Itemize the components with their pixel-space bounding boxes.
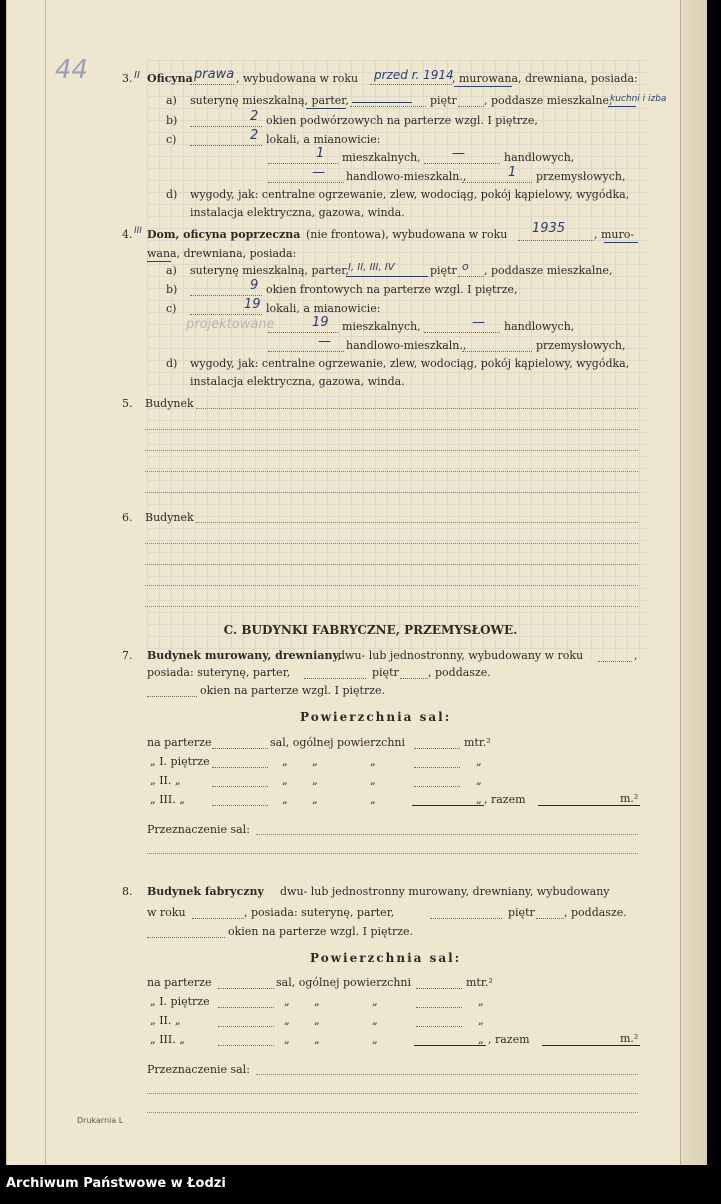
s4-d-text2: instalacja elektryczna, gazowa, winda. [190, 375, 405, 388]
s4-hw-handl: — [472, 315, 485, 330]
s4-przem-text: przemysłowych, [536, 339, 626, 352]
s4-b-letter: b) [166, 283, 178, 296]
s3-a-text3: , poddasze mieszkalne, [484, 94, 613, 107]
s4-hw-floors-end: o [462, 260, 469, 273]
s4-a-text2: piętr [430, 264, 457, 277]
s7-text2b: piętr [372, 666, 399, 679]
s8-r3-q3: „ [372, 1014, 378, 1027]
s7-r1b: sal, ogólnej powierzchni [270, 736, 406, 749]
s7-r2-q3: „ [370, 755, 376, 768]
s4-number-hw: III [134, 226, 142, 236]
s4-mieszk-text: mieszkalnych, [342, 320, 421, 333]
s7-r3a: „ II. „ [150, 774, 181, 787]
s3-text1: , wybudowana w roku [236, 72, 359, 85]
s8-r1c: mtr.² [466, 976, 493, 989]
s3-number-hw: II [134, 70, 140, 81]
s8-r2-q2: „ [314, 995, 320, 1008]
s8-text2b: , posiada: suterynę, parter, [244, 906, 395, 919]
s4-c-letter: c) [166, 302, 177, 315]
s7-text1: dwu- lub jednostronny, wybudowany w roku [338, 649, 584, 662]
s7-r1c: mtr.² [464, 736, 491, 749]
s8-r4a: „ III. „ [150, 1033, 185, 1046]
s8-r2-q3: „ [372, 995, 378, 1008]
s3-number: 3. [122, 72, 133, 85]
s7-r4-q2: „ [312, 793, 318, 806]
s3-hw-year: przed r. 1914 [374, 68, 454, 82]
s8-r3-q1: „ [284, 1014, 290, 1027]
s8-przezn: Przeznaczenie sal: [147, 1063, 250, 1076]
s4-text3: wana, drewniana, posiada: [147, 247, 297, 260]
s7-r4a: „ III. „ [150, 793, 185, 806]
archive-label: Archiwum Państwowe w Łodzi [6, 1176, 226, 1191]
s3-hw-attic: kuchni i izba [610, 94, 667, 104]
s7-przezn: Przeznaczenie sal: [147, 823, 250, 836]
s4-hw-c: 19 [244, 297, 261, 312]
margin-line [45, 0, 46, 1165]
s4-handl-text: handlowych, [504, 320, 575, 333]
s7-r2-q1: „ [282, 755, 288, 768]
s3-b-letter: b) [166, 114, 178, 127]
s4-number: 4. [122, 228, 133, 241]
s8-m2: m.² [620, 1032, 639, 1045]
s4-a-letter: a) [166, 264, 177, 277]
s7-r2-q4: „ [476, 755, 482, 768]
s4-d-text1: wygody, jak: centralne ogrzewanie, zlew, wodociąg, pokój kąpielowy, wygódka, [190, 357, 630, 370]
page-edge [680, 0, 707, 1165]
s4-text1: (nie frontowa), wybudowana w roku [306, 228, 508, 241]
s7-number: 7. [122, 649, 133, 662]
s6-number: 6. [122, 511, 133, 524]
s4-text2: , muro- [594, 228, 635, 241]
s7-razem: , razem [484, 793, 526, 806]
s4-hw-mieszk: 19 [312, 315, 329, 330]
s4-hw-b: 9 [250, 278, 259, 293]
s7-text1-end: , [634, 649, 638, 662]
s7-r2a: „ I. piętrze [150, 755, 210, 768]
s7-r4-q3: „ [370, 793, 376, 806]
s3-przem-text: przemysłowych, [536, 170, 626, 183]
s3-b-text: okien podwórzowych na parterze wzgl. I piętrze, [266, 114, 538, 127]
s7-r3-q2: „ [312, 774, 318, 787]
s7-r3-q1: „ [282, 774, 288, 787]
s4-a-text1: suterynę mieszkalną, parter, [190, 264, 349, 277]
s3-hw-hm: — [312, 165, 325, 180]
s4-hw-hm: — [318, 334, 331, 349]
s8-r1a: na parterze [147, 976, 212, 989]
s8-title: Budynek fabryczny [147, 885, 264, 898]
s8-number: 8. [122, 885, 133, 898]
s8-r3a: „ II. „ [150, 1014, 181, 1027]
s8-r4-q4: „ [478, 1033, 484, 1046]
s3-a-letter: a) [166, 94, 177, 107]
s3-title: Oficyna [147, 72, 193, 85]
s3-c-letter: c) [166, 133, 177, 146]
s4-a-text3: , poddasze mieszkalne, [484, 264, 613, 277]
s8-razem: , razem [488, 1033, 530, 1046]
s3-d-text2: instalacja elektryczna, gazowa, winda. [190, 206, 405, 219]
s8-r3-q4: „ [478, 1014, 484, 1027]
s3-hw-handl: — [452, 146, 465, 161]
s8-text2c: piętr [508, 906, 535, 919]
s3-hw-b: 2 [250, 109, 259, 124]
s8-text3: okien na parterze wzgl. I piętrze. [228, 925, 414, 938]
s5-number: 5. [122, 397, 133, 410]
s3-hw-przem: 1 [508, 165, 517, 180]
s3-handl-text: handlowych, [504, 151, 575, 164]
s7-r4-q1: „ [282, 793, 288, 806]
s7-r3-q3: „ [370, 774, 376, 787]
s7-text2: posiada: suterynę, parter, [147, 666, 291, 679]
s7-title: Budynek murowany, drewniany, [147, 649, 342, 662]
printer-imprint: Drukarnia L [77, 1116, 124, 1125]
s4-c-text: lokali, a mianowicie: [266, 302, 381, 315]
s8-r2a: „ I. piętrze [150, 995, 210, 1008]
page-number: 44 [55, 55, 89, 85]
s3-hw-c: 2 [250, 128, 259, 143]
s8-r2-q1: „ [284, 995, 290, 1008]
s4-b-text: okien frontowych na parterze wzgl. I piętrze, [266, 283, 518, 296]
s8-r4-q3: „ [372, 1033, 378, 1046]
s3-d-letter: d) [166, 188, 178, 201]
s3-text2: , murowana, drewniana, posiada: [452, 72, 638, 85]
s5-title: Budynek [145, 397, 194, 410]
s8-r3-q2: „ [314, 1014, 320, 1027]
s8-r4-q1: „ [284, 1033, 290, 1046]
s8-sal-heading: Powierzchnia sal: [310, 951, 462, 965]
s6-title: Budynek [145, 511, 194, 524]
s3-hw-mieszk: 1 [316, 146, 325, 161]
s7-text2c: , poddasze. [428, 666, 491, 679]
s4-title: Dom, oficyna poprzeczna [147, 228, 301, 241]
s7-r3-q4: „ [476, 774, 482, 787]
s3-hm-text: handlowo-mieszkaln., [346, 170, 467, 183]
s8-text2d: , poddasze. [564, 906, 627, 919]
s3-a-text2: piętr [430, 94, 457, 107]
s3-d-text1: wygody, jak: centralne ogrzewanie, zlew, wodociąg, pokój kąpielowy, wygódka, [190, 188, 630, 201]
s8-r2-q4: „ [478, 995, 484, 1008]
s3-a-text1: suterynę mieszkalną, parter, [190, 94, 349, 107]
s4-hw-year: 1935 [532, 221, 566, 236]
s7-text3: okien na parterze wzgl. I piętrze. [200, 684, 386, 697]
section-c-heading: C. BUDYNKI FABRYCZNE, PRZEMYSŁOWE. [223, 623, 518, 637]
s8-r1b: sal, ogólnej powierzchni [276, 976, 412, 989]
s8-text2: w roku [147, 906, 186, 919]
s8-text1: dwu- lub jednostronny murowany, drewniany, wybudowany [280, 885, 610, 898]
s7-m2: m.² [620, 792, 639, 805]
s8-r4-q2: „ [314, 1033, 320, 1046]
s4-d-letter: d) [166, 357, 178, 370]
s3-hw-title: prawa [194, 67, 235, 82]
s4-hm-text: handlowo-mieszkaln., [346, 339, 467, 352]
s4-hw-floors: I, II, III, IV [348, 262, 395, 273]
s7-r1a: na parterze [147, 736, 212, 749]
s7-r2-q2: „ [312, 755, 318, 768]
s4-hw-note: projektowane [186, 317, 275, 332]
s3-mieszk-text: mieszkalnych, [342, 151, 421, 164]
s3-c-text: lokali, a mianowicie: [266, 133, 381, 146]
s7-sal-heading: Powierzchnia sal: [300, 710, 452, 724]
s7-r4-q4: „ [476, 793, 482, 806]
